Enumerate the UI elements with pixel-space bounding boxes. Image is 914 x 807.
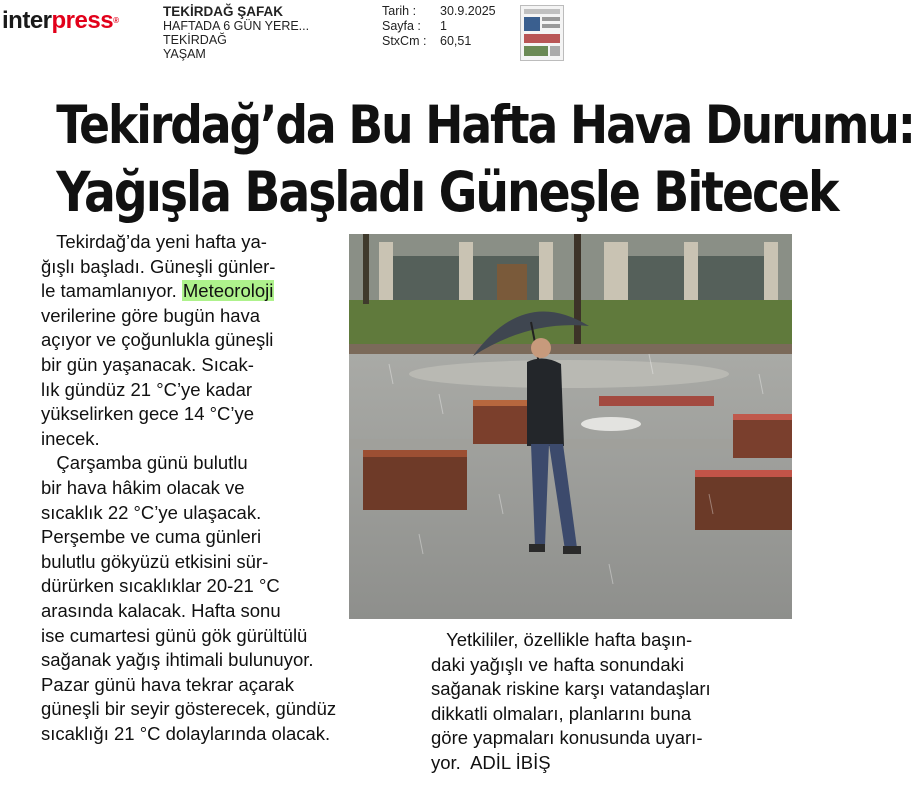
publication-info — [163, 5, 368, 61]
text-line: bulutlu gökyüzü etkisini sür- — [41, 550, 269, 572]
author-line: yor. ADİL İBİŞ — [431, 751, 551, 773]
text-line: sağanak riskine karşı vatandaşları — [431, 678, 711, 700]
highlighted-keyword: Meteoroloji — [182, 280, 274, 302]
text-line: inecek. — [41, 427, 100, 449]
meta-value: 1 — [440, 19, 447, 33]
meta-label: Tarih : — [382, 4, 417, 18]
text-line: bir hava hâkim olacak ve — [41, 476, 245, 498]
text-line: le tamamlanıyor. Meteoroloji — [41, 280, 274, 302]
interpress-logo: interpress® — [2, 7, 119, 34]
text-line: arasında kalacak. Hafta sonu — [41, 599, 281, 621]
text-line: Yetkililer, özellikle hafta başın- — [431, 629, 693, 650]
text-line: sağanak yağış ihtimali bulunuyor. — [41, 649, 314, 671]
text-line: dürürken sıcaklıklar 20-21 °C — [41, 575, 280, 597]
text-line: daki yağışlı ve hafta sonundaki — [431, 653, 684, 675]
headline-line-1: Tekirdağ’da Bu Hafta Hava Durumu: — [56, 95, 914, 156]
meta-row-size — [382, 34, 496, 49]
meta-row-date — [382, 4, 496, 19]
text-line: bir gün yaşanacak. Sıcak- — [41, 353, 254, 375]
text-line: açıyor ve çoğunlukla güneşli — [41, 329, 274, 351]
text-line: Perşembe ve cuma günleri — [41, 526, 262, 548]
text-line: göre yapmaları konusunda uyarı- — [431, 727, 703, 749]
meta-value: 60,51 — [440, 34, 472, 48]
text-line: verilerine göre bugün hava — [41, 304, 261, 326]
text-line: sıcaklık 22 °C’ye ulaşacak. — [41, 501, 262, 523]
clipping-meta — [382, 4, 496, 49]
meta-value: 30.9.2025 — [440, 4, 496, 18]
meta-label: StxCm : — [382, 34, 427, 48]
page-thumbnail[interactable] — [520, 5, 564, 61]
meta-label: Sayfa : — [382, 19, 421, 33]
meta-row-page — [382, 19, 496, 34]
text-line: ise cumartesi günü gök gürültülü — [41, 624, 308, 646]
article-headline — [56, 94, 914, 226]
publication-frequency: HAFTADA 6 GÜN YERE... — [163, 19, 310, 33]
text-line: lık gündüz 21 °C’ye kadar — [41, 378, 253, 400]
text-line: Çarşamba günü bulutlu — [41, 452, 248, 474]
article-body-right — [431, 628, 781, 776]
publication-section: YAŞAM — [163, 47, 206, 61]
text-line: Pazar günü hava tekrar açarak — [41, 673, 294, 695]
rainy-street-photo — [349, 234, 792, 619]
article-body-left — [41, 230, 341, 746]
text-line: ğışlı başladı. Güneşli günler- — [41, 255, 276, 277]
text-line: dikkatli olmaları, planlarını buna — [431, 702, 692, 724]
publication-name: TEKİRDAĞ ŞAFAK — [163, 4, 284, 19]
publication-city: TEKİRDAĞ — [163, 33, 227, 47]
text-line: sıcaklığı 21 °C dolaylarında olacak. — [41, 722, 331, 744]
text-line: Tekirdağ’da yeni hafta ya- — [41, 231, 267, 252]
headline-line-2: Yağışla Başladı Güneşle Bitecek — [56, 160, 838, 224]
text-line: güneşli bir seyir gösterecek, gündüz — [41, 698, 337, 720]
text-line: yükselirken gece 14 °C’ye — [41, 403, 255, 425]
